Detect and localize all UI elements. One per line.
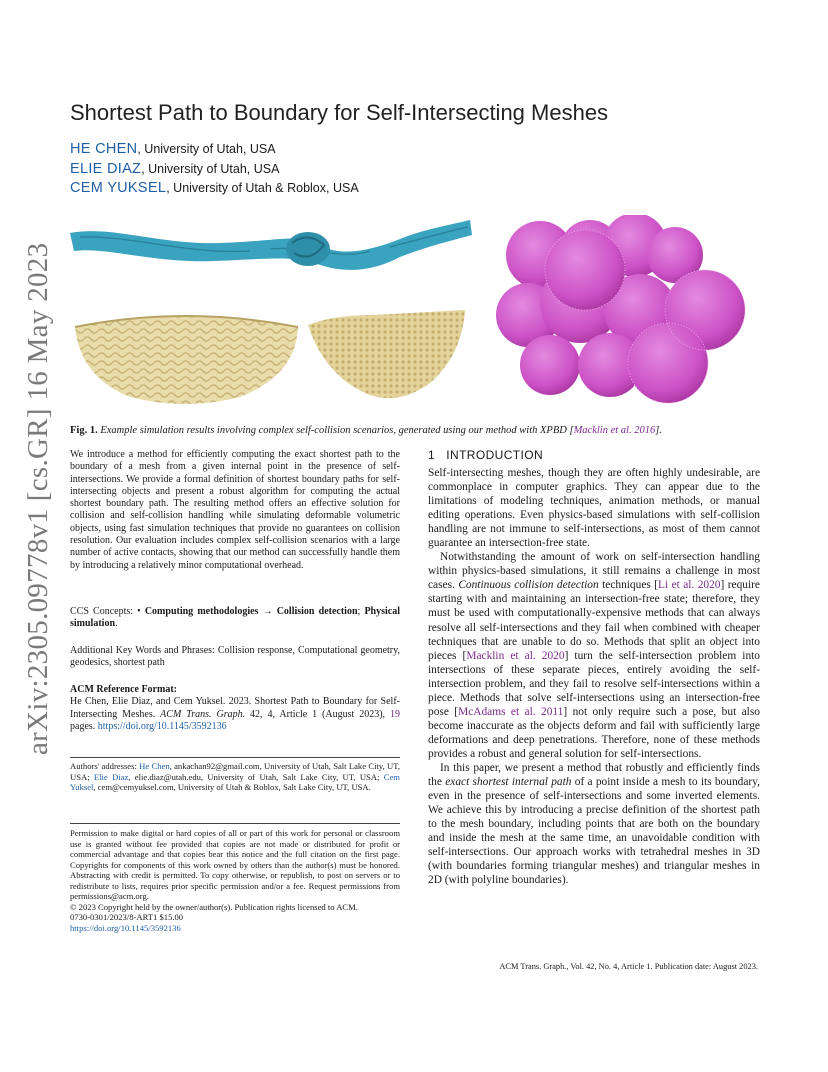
author-3 bbox=[70, 180, 359, 196]
intro-paragraph: In this paper, we present a method that robustly and efficiently finds the exact shortest internal path of a point inside a mesh to its boundary, even in the presence of self-intersections and some inverted elements. We achieve this by introducing a precise definition of the shortest path to the mesh boundary, including points that are both on the boundary and inside the mesh at the same time, an unavoidable condition with self-intersections. Our approach works with tetrahedral meshes in 3D (with boundaries forming triangular meshes) and triangular meshes in 2D (with polyline boundaries). bbox=[428, 761, 760, 887]
rope-object bbox=[70, 220, 472, 270]
abstract bbox=[70, 449, 400, 572]
page-footer: ACM Trans. Graph., Vol. 42, No. 4, Article 1. Publication date: August 2023. bbox=[499, 962, 758, 971]
citation-link[interactable]: Macklin et al. 2016 bbox=[573, 425, 656, 436]
author-2 bbox=[70, 161, 279, 177]
section-heading: 1 INTRODUCTION bbox=[428, 448, 544, 462]
pasta-sticks-bowl bbox=[308, 310, 465, 398]
divider bbox=[70, 823, 400, 824]
introduction-body bbox=[428, 466, 760, 887]
urchin-cluster bbox=[496, 215, 745, 403]
ccs-concepts: CCS Concepts: • Computing methodologies → Collision detection; Physical simulation. bbox=[70, 606, 400, 630]
author-name[interactable]: ELIE DIAZ bbox=[70, 161, 142, 177]
doi-link[interactable]: https://doi.org/10.1145/3592136 bbox=[70, 922, 181, 933]
author-name[interactable]: CEM YUKSEL bbox=[70, 180, 167, 196]
teaser-figure bbox=[70, 215, 760, 410]
citation-link[interactable]: Li et al. 2020 bbox=[658, 579, 721, 592]
author-1 bbox=[70, 141, 276, 157]
pasta-bowl bbox=[75, 316, 298, 404]
intro-paragraph: Notwithstanding the amount of work on self-intersection handling within physics-based simulations, it still remains a challenge in most cases. Continuous collision detection techniques [Li et al. 2020] require starting with and maintaining an intersection-free state; therefore, they must be used with computationally-expensive methods that can always resolve all self-intersections and they fail when combined with cheaper techniques that are unable to do so. Methods that split an object into pieces [Macklin et al. 2020] turn the self-intersection problem into intersections of these separate pieces, entirely avoiding the self-intersection problem, and they fail to resolve self-intersections within a piece. Methods that solve self-intersections using an intersection-free pose [McAdams et al. 2011] not only require such a pose, but also become inaccurate as the objects deform and fail with sufficiently large deformations and deep penetrations. Therefore, none of these methods provides a robust and general solution for self-intersections. bbox=[428, 551, 761, 760]
citation-link[interactable]: McAdams et al. 2011 bbox=[458, 705, 564, 718]
divider bbox=[70, 757, 400, 758]
permission-notice: Permission to make digital or hard copies of all or part of this work for personal or classroom use is granted without fee provided that copies are not made or distributed for profit or commercial advantage and that copies bear this notice and the full citation on the first page. Copyrights for components of this work owned by others than the author(s) must be honored. Abstracting with credit is permitted. To copy otherwise, or republish, to post on servers or to redistribute to lists, requires prior specific permission and/or a fee. Request permissions from permissions@acm.org. © 2023 Copyright held by the owner/author(s). Publication rights licensed to ACM. 0730-0301/2023/8-ART1 $15.00 https://doi.org/10.1145/3592136 bbox=[70, 828, 400, 933]
author-name[interactable]: HE CHEN bbox=[70, 141, 138, 157]
citation-link[interactable]: Macklin et al. 2020 bbox=[466, 649, 565, 662]
arxiv-stamp: arXiv:2305.09778v1 [cs.GR] 16 May 2023 bbox=[22, 242, 54, 755]
acm-reference: ACM Reference Format: He Chen, Elie Diaz, and Cem Yuksel. 2023. Shortest Path to Boundary for Self-Intersecting Meshes. ACM Trans. Graph. 42, 4, Article 1 (August 2023), 19 pages. https://doi.org/10.1145/3592136 bbox=[70, 684, 401, 732]
intro-paragraph: Self-intersecting meshes, though they are often highly undesirable, are commonplace in computer graphics. They can appear due to the limitations of modeling techniques, animation methods, or manual editing operations. Even physics-based simulations with self-collision handling are not immune to self-intersections, as most of them cannot guarantee an intersection-free state. bbox=[428, 467, 760, 550]
author-addresses: Authors' addresses: He Chen, ankachan92@gmail.com, University of Utah, Salt Lake City, UT, USA; Elie Diaz, elie.diaz@utah.edu, University of Utah, Salt Lake City, UT, USA; Cem Yuksel, cem@cemyuksel.com, University of Utah & Roblox, Salt Lake City, UT, USA. bbox=[70, 761, 400, 792]
keywords: Additional Key Words and Phrases: Collision response, Computational geometry, geodesics, shortest path bbox=[70, 645, 400, 669]
pages-link[interactable]: 19 bbox=[390, 708, 401, 720]
paper-title: Shortest Path to Boundary for Self-Intersecting Meshes bbox=[70, 100, 609, 125]
author-affiliation: , University of Utah, USA bbox=[141, 162, 280, 176]
doi-link[interactable]: https://doi.org/10.1145/3592136 bbox=[97, 720, 227, 732]
author-affiliation: , University of Utah & Roblox, USA bbox=[166, 181, 359, 195]
abstract-text: We introduce a method for efficiently computing the exact shortest path to the boundary of a mesh from a given internal point in the presence of self-intersections. We provide a formal definition of shortest boundary paths for self-intersecting objects and present a robust algorithm for computing the actual shortest boundary path. The resulting method offers an effective solution for collision and self-collision handling while simulating deformable volumetric objects, using fast simulation techniques that provide no guarantees on collision resolution. Our evaluation includes complex self-collision scenarios with a large number of active contacts, showing that our method can successfully handle them by introducing a relatively minor computational overhead. bbox=[70, 449, 400, 571]
figure-label: Fig. 1. bbox=[70, 425, 98, 436]
author-affiliation: , University of Utah, USA bbox=[137, 142, 276, 156]
figure-caption: Fig. 1. Example simulation results involving complex self-collision scenarios, generated using our method with XPBD [Macklin et al. 2016]. bbox=[70, 425, 662, 436]
